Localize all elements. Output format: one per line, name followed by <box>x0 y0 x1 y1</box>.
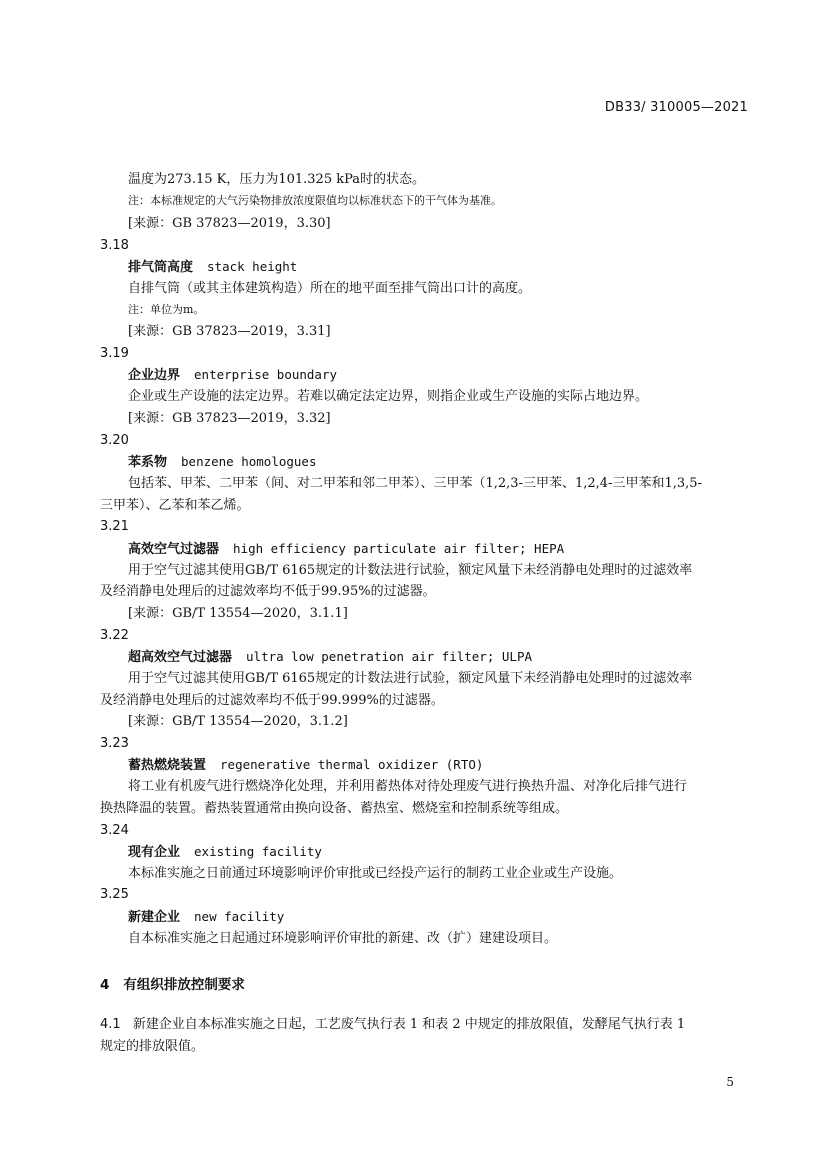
page-number: 5 <box>726 1075 734 1089</box>
standard-code-header: DB33/ 310005—2021 <box>604 100 748 115</box>
definition-text: 用于空气过滤其使用GB/T 6165规定的计数法进行试验，额定风量下未经消静电处理时的过滤效率 <box>128 671 693 686</box>
term-en: existing facility <box>194 844 322 859</box>
term-heading <box>128 755 483 775</box>
definition-text: 自本标准实施之日起通过环境影响评价审批的新建、改（扩）建建设项目。 <box>128 931 558 946</box>
term-heading <box>128 647 532 667</box>
clause-number: 3.19 <box>100 346 129 361</box>
clause-number: 3.24 <box>100 823 129 838</box>
term-zh: 高效空气过滤器 <box>128 542 220 557</box>
section-number: 4 <box>100 977 110 993</box>
term-en: new facility <box>194 909 285 924</box>
definition-text: 温度为273.15 K，压力为101.325 kPa时的状态。 <box>128 172 426 187</box>
section-heading <box>100 973 245 993</box>
term-en: regenerative thermal oxidizer (RTO) <box>220 757 484 772</box>
term-en: ultra low penetration air filter; ULPA <box>246 649 532 664</box>
term-zh: 现有企业 <box>128 845 181 860</box>
term-zh: 排气筒高度 <box>128 260 194 275</box>
source-reference: [来源：GB 37823—2019，3.30] <box>128 216 331 231</box>
definition-text-cont: 及经消静电处理后的过滤效率均不低于99.95%的过滤器。 <box>100 584 436 599</box>
term-heading <box>128 539 564 559</box>
term-zh: 苯系物 <box>128 455 168 470</box>
clause-number: 3.22 <box>100 628 129 643</box>
term-en: enterprise boundary <box>194 367 338 382</box>
definition-text: 本标准实施之日前通过环境影响评价审批或已经投产运行的制药工业企业或生产设施。 <box>128 866 623 881</box>
clause-number: 3.25 <box>100 887 129 902</box>
term-en: benzene homologues <box>181 454 317 469</box>
source-reference: [来源：GB/T 13554—2020，3.1.1] <box>128 606 348 621</box>
term-heading <box>128 842 322 862</box>
source-reference: [来源：GB/T 13554—2020，3.1.2] <box>128 714 348 729</box>
source-reference: [来源：GB 37823—2019，3.32] <box>128 411 331 426</box>
term-zh: 企业边界 <box>128 368 181 383</box>
paragraph-text: 新建企业自本标准实施之日起，工艺废气执行表 1 和表 2 中规定的排放限值，发酵尾气执行表 1 <box>132 1017 686 1032</box>
term-en: stack height <box>207 259 298 274</box>
clause-number: 3.21 <box>100 519 129 534</box>
term-zh: 蓄热燃烧装置 <box>128 758 207 773</box>
term-zh: 超高效空气过滤器 <box>128 650 233 665</box>
clause-number: 3.18 <box>100 238 129 253</box>
term-heading <box>128 365 337 385</box>
term-heading <box>128 452 316 472</box>
term-zh: 新建企业 <box>128 910 181 925</box>
definition-text-cont: 三甲苯）、乙苯和苯乙烯。 <box>100 498 250 513</box>
term-en: high efficiency particulate air filter; HEPA <box>233 541 565 556</box>
definition-text: 将工业有机废气进行燃烧净化处理，并利用蓄热体对待处理废气进行换热升温、对净化后排气进行 <box>128 779 688 794</box>
clause-number: 4.1 <box>100 1017 121 1032</box>
source-reference: [来源：GB 37823—2019，3.31] <box>128 324 331 339</box>
note-text: 注：单位为m。 <box>128 303 205 316</box>
term-heading <box>128 257 297 277</box>
term-heading <box>128 907 284 927</box>
clause-number: 3.23 <box>100 736 129 751</box>
clause-paragraph <box>100 1014 752 1058</box>
note-text: 注：本标准规定的大气污染物排放浓度限值均以标准状态下的干气体为基准。 <box>128 194 502 207</box>
definition-text: 企业或生产设施的法定边界。若难以确定法定边界，则指企业或生产设施的实际占地边界。 <box>128 389 649 404</box>
definition-text: 用于空气过滤其使用GB/T 6165规定的计数法进行试验，额定风量下未经消静电处理时的过滤效率 <box>128 563 693 578</box>
definition-text-cont: 及经消静电处理后的过滤效率均不低于99.999%的过滤器。 <box>100 693 444 708</box>
definition-text-cont: 换热降温的装置。蓄热装置通常由换向设备、蓄热室、燃烧室和控制系统等组成。 <box>100 801 569 816</box>
definition-text: 包括苯、甲苯、二甲苯（间、对二甲苯和邻二甲苯）、三甲苯（1,2,3-三甲苯、1,2,4-三甲苯和1,3,5- <box>128 476 702 491</box>
paragraph-text-cont: 规定的排放限值。 <box>100 1039 205 1054</box>
definition-text: 自排气筒（或其主体建筑构造）所在的地平面至排气筒出口计的高度。 <box>128 281 532 296</box>
clause-number: 3.20 <box>100 433 129 448</box>
section-title: 有组织排放控制要求 <box>123 977 245 993</box>
